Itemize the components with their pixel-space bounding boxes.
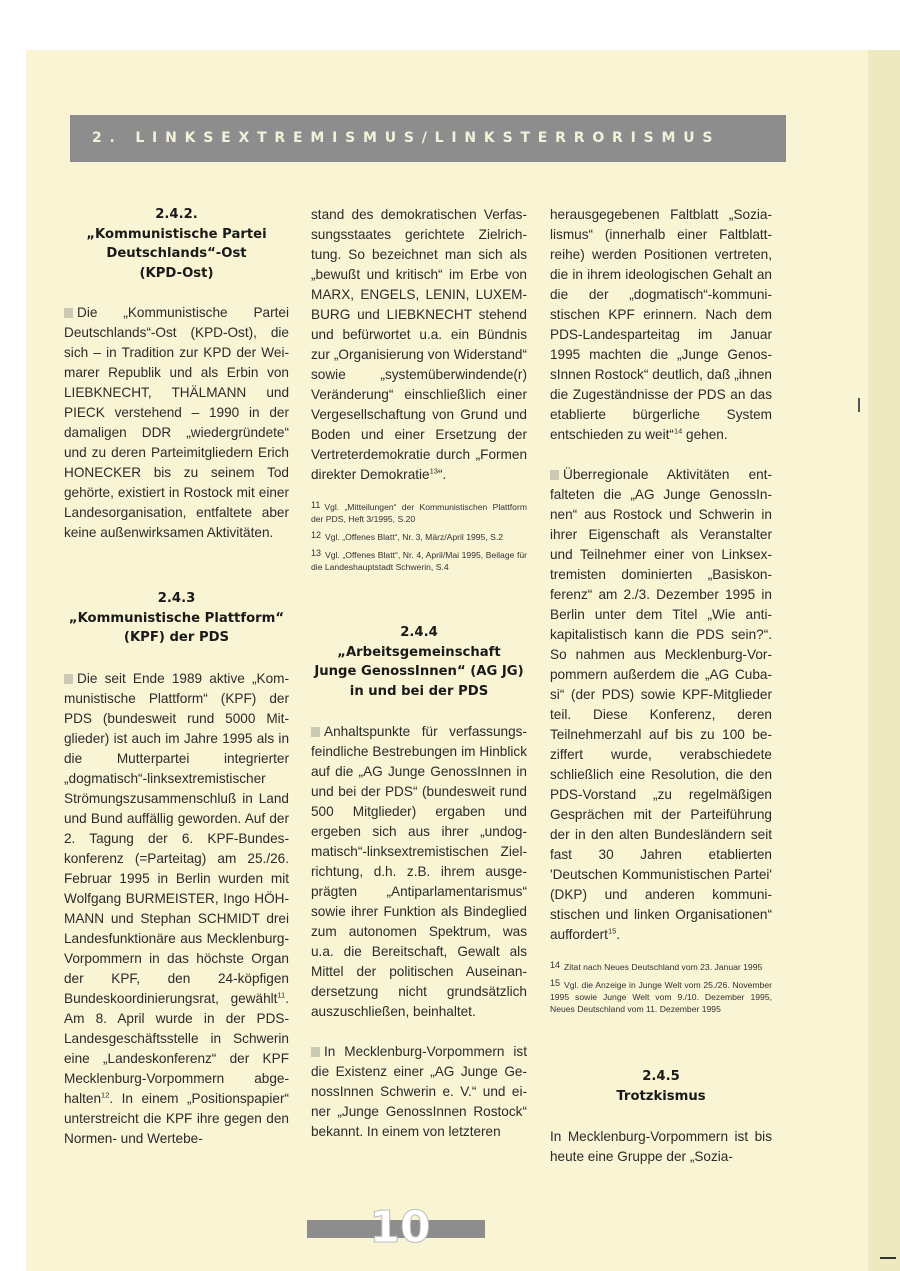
- page-edge: [868, 50, 900, 1271]
- page-number: 10: [369, 1202, 431, 1253]
- footnote-14: 14 Zitat nach Neues Deutschland vom 23. Januar 1995: [550, 960, 763, 972]
- paragraph: Anhaltspunkte für verfassungsfeindliche Bestrebungen im Hinblick auf die „AG Junge GenossInnen in und bei der PDS“ (bundesweit rund 500 Mitglieder) ergaben und ergeben sich aus ihrer „undogmatisch“-linksextremistischen Zielrichtung, d.h. z.B. ihrem ausgeprägten „Antiparlamentarismus“ sowie ihrer Funktion als Bindeglied zum autonomen Spektrum, was u.a. die Bereitschaft, Gewalt als Mittel der politischen Auseinandersetzung nicht grundsätzlich auszuschließen, beinhaltet.: [311, 724, 527, 1019]
- column-3: [550, 205, 772, 1167]
- footnotes: [311, 499, 527, 573]
- footnotes: [550, 959, 772, 1015]
- section-number: 2.4.4: [400, 625, 438, 640]
- section-title: (KPD-Ost): [139, 265, 214, 281]
- paragraph: herausgegebenen Faltblatt „Sozialismus“ (innerhalb einer Faltblattreihe) werden Positionen vertreten, die in ihrem ideologischen Gehalt an die der „dogmatisch“-kommunistischen KPF erinnern. Nach dem PDS-Landesparteitag im Januar 1995 machten die „Junge GenossInnen Rostock“ deutlich, daß „ihnen die Zugeständnisse der PDS an das etablierte bürgerliche System entschieden zu weit“$^{14}$ gehen.: [550, 207, 772, 442]
- footnote-13: 13 Vgl. „Offenes Blatt“, Nr. 4, April/Mai 1995, Beilage für die Landeshauptstadt Schwerin, S.4: [311, 548, 527, 572]
- paragraph: Überregionale Aktivitäten entfalteten die „AG Junge GenossInnen“ aus Rostock und Schwerin in ihrer Eigenschaft als Veranstalter und Teilnehmer einer von Linksextremisten dominierten „Basiskonferenz“ am 2./3. Dezember 1995 in Berlin unter dem Titel „Wie antikapitalistisch kann die PDS sein?“. So nahmen aus Mecklenburg-Vorpommern außerdem die „AG Cuba-si“ (der PDS) sowie KPF-Mitglieder teil. Diese Konferenz, deren Teilnehmerzahl auf bis zu 100 beziffert wurde, verabschiedete schließlich eine Resolution, die den PDS-Vorstand „zu regelmäßigen Gesprächen mit der Parteiführung der in den alten Bundesländern seit fast 30 Jahren etablierten 'Deutschen Kommunistischen Partei' (DKP) und anderen kommunistischen und linken Organisationen“ auffordert$^{15}$.: [550, 467, 772, 942]
- section-number: 2.4.3: [157, 591, 196, 606]
- section-heading-2-4-2: [64, 205, 289, 283]
- footnote-ref: 13: [429, 466, 438, 476]
- scan-mark: [858, 398, 860, 412]
- footnote-ref: 14: [673, 426, 683, 436]
- section-title: „Kommunistische Partei: [86, 226, 267, 242]
- chapter-title: 2. LINKSEXTREMISMUS/LINKSTERRORISMUS: [92, 130, 721, 146]
- section-title: „Arbeitsgemeinschaft: [337, 644, 501, 660]
- section-title: in und bei der PDS: [349, 683, 489, 699]
- section-title: Deutschlands“-Ost: [106, 246, 247, 261]
- footnote-ref: 15: [607, 926, 617, 936]
- section-heading-2-4-3: [64, 589, 289, 648]
- section-title: Junge GenossInnen“ (AG JG): [314, 664, 524, 679]
- paragraph-marker: [311, 727, 320, 737]
- footnote-ref: 11: [277, 989, 286, 999]
- section-number: 2.4.5: [642, 1069, 680, 1084]
- paragraph: In Mecklenburg-Vorpommern ist bis heute eine Gruppe der „Sozia-: [550, 1129, 772, 1164]
- column-2: [311, 205, 527, 1142]
- section-heading-2-4-5: [550, 1067, 772, 1106]
- paragraph: stand des demokratischen Verfassungsstaates gerichtete Zielrichtung. So bezeichnet man sich als „bewußt und kritisch“ im Erbe von MARX, ENGELS, LENIN, LUXEMBURG und LIEBKNECHT stehend und befürwortet u.a. ein Bündnis zur „Organisierung von Widerstand“ sowie „systemüberwindende(r) Veränderung“ einschließlich einer Vergesellschaftung von Grund und Boden und einer Ersetzung der Vertreterdemokratie durch „Formen direkter Demokratie$^{13}$“.: [311, 207, 527, 482]
- footnote-15: 15 Vgl. die Anzeige in Junge Welt vom 25./26. November 1995 sowie Junge Welt vom 9./10. Dezember 1995, Neues Deutschland vom 11. Dezember 1995: [550, 978, 772, 1014]
- paragraph: Die „Kommunistische Partei Deutschlands“-Ost (KPD-Ost), die sich – in Tradition zur KPD der Weimarer Republik und als Erbin von LIEBKNECHT, THÄLMANN und PIECK verstehend – 1990 in der damaligen DDR „wiedergründete“ und zu deren Parteimitgliedern Erich HONECKER bis zu seinem Tod gehörte, existiert in Rostock mit einer Landesorganisation, entfaltete aber keine außenwirksamen Aktivitäten.: [64, 305, 289, 540]
- paragraph-marker: [64, 308, 73, 318]
- section-number: 2.4.2.: [155, 207, 198, 222]
- scan-mark: [880, 1257, 896, 1259]
- paragraph-marker: [64, 674, 73, 684]
- footnote-12: 12 Vgl. „Offenes Blatt“, Nr. 3, März/April 1995, S.2: [311, 530, 504, 542]
- column-1: [64, 205, 289, 1149]
- paragraph-marker: [311, 1047, 320, 1057]
- paragraph: In Mecklenburg-Vorpommern ist die Existenz einer „AG Junge GenossInnen Schwerin e. V.“ und einer „Junge GenossInnen Rostock“ bekannt. In einem von letzteren: [311, 1044, 527, 1139]
- footnote-ref: 12: [101, 1089, 110, 1099]
- paragraph: Die seit Ende 1989 aktive „Kommunistische Plattform“ (KPF) der PDS (bundesweit rund 5000 Mitglieder) ist auch im Jahre 1995 als in die Mutterpartei integrierter „dogmatisch“-linksextremistischer Strömungszusammenschluß in Land und Bund auffällig geworden. Auf der 2. Tagung der 6. KPF-Bundeskonferenz (=Parteitag) am 25./26. Februar 1995 in Berlin wurden mit Wolfgang BURMEISTER, Ingo HÖHMANN und Stephan SCHMIDT drei Landesfunktionäre aus Mecklenburg-Vorpommern in das höchste Organ der KPF, den 24-köpfigen Bundeskoordinierungsrat, gewählt$^{11}$. Am 8. April wurde in der PDS-Landesgeschäftsstelle in Schwerin eine „Landeskonferenz“ der KPF Mecklenburg-Vorpommern abgehalten$^{12}$. In einem „Positionspapier“ unterstreicht die KPF ihre gegen den Normen- und Wertebe-: [64, 670, 289, 1146]
- section-heading-2-4-4: [311, 623, 527, 701]
- paragraph-marker: [550, 470, 559, 480]
- section-title: (KPF) der PDS: [123, 630, 230, 645]
- footnote-11: 11 Vgl. „Mitteilungen“ der Kommunistischen Plattform der PDS, Heft 3/1995, S.20: [311, 500, 527, 524]
- section-title: Trotzkismus: [616, 1088, 706, 1104]
- section-title: „Kommunistische Plattform“: [68, 610, 285, 626]
